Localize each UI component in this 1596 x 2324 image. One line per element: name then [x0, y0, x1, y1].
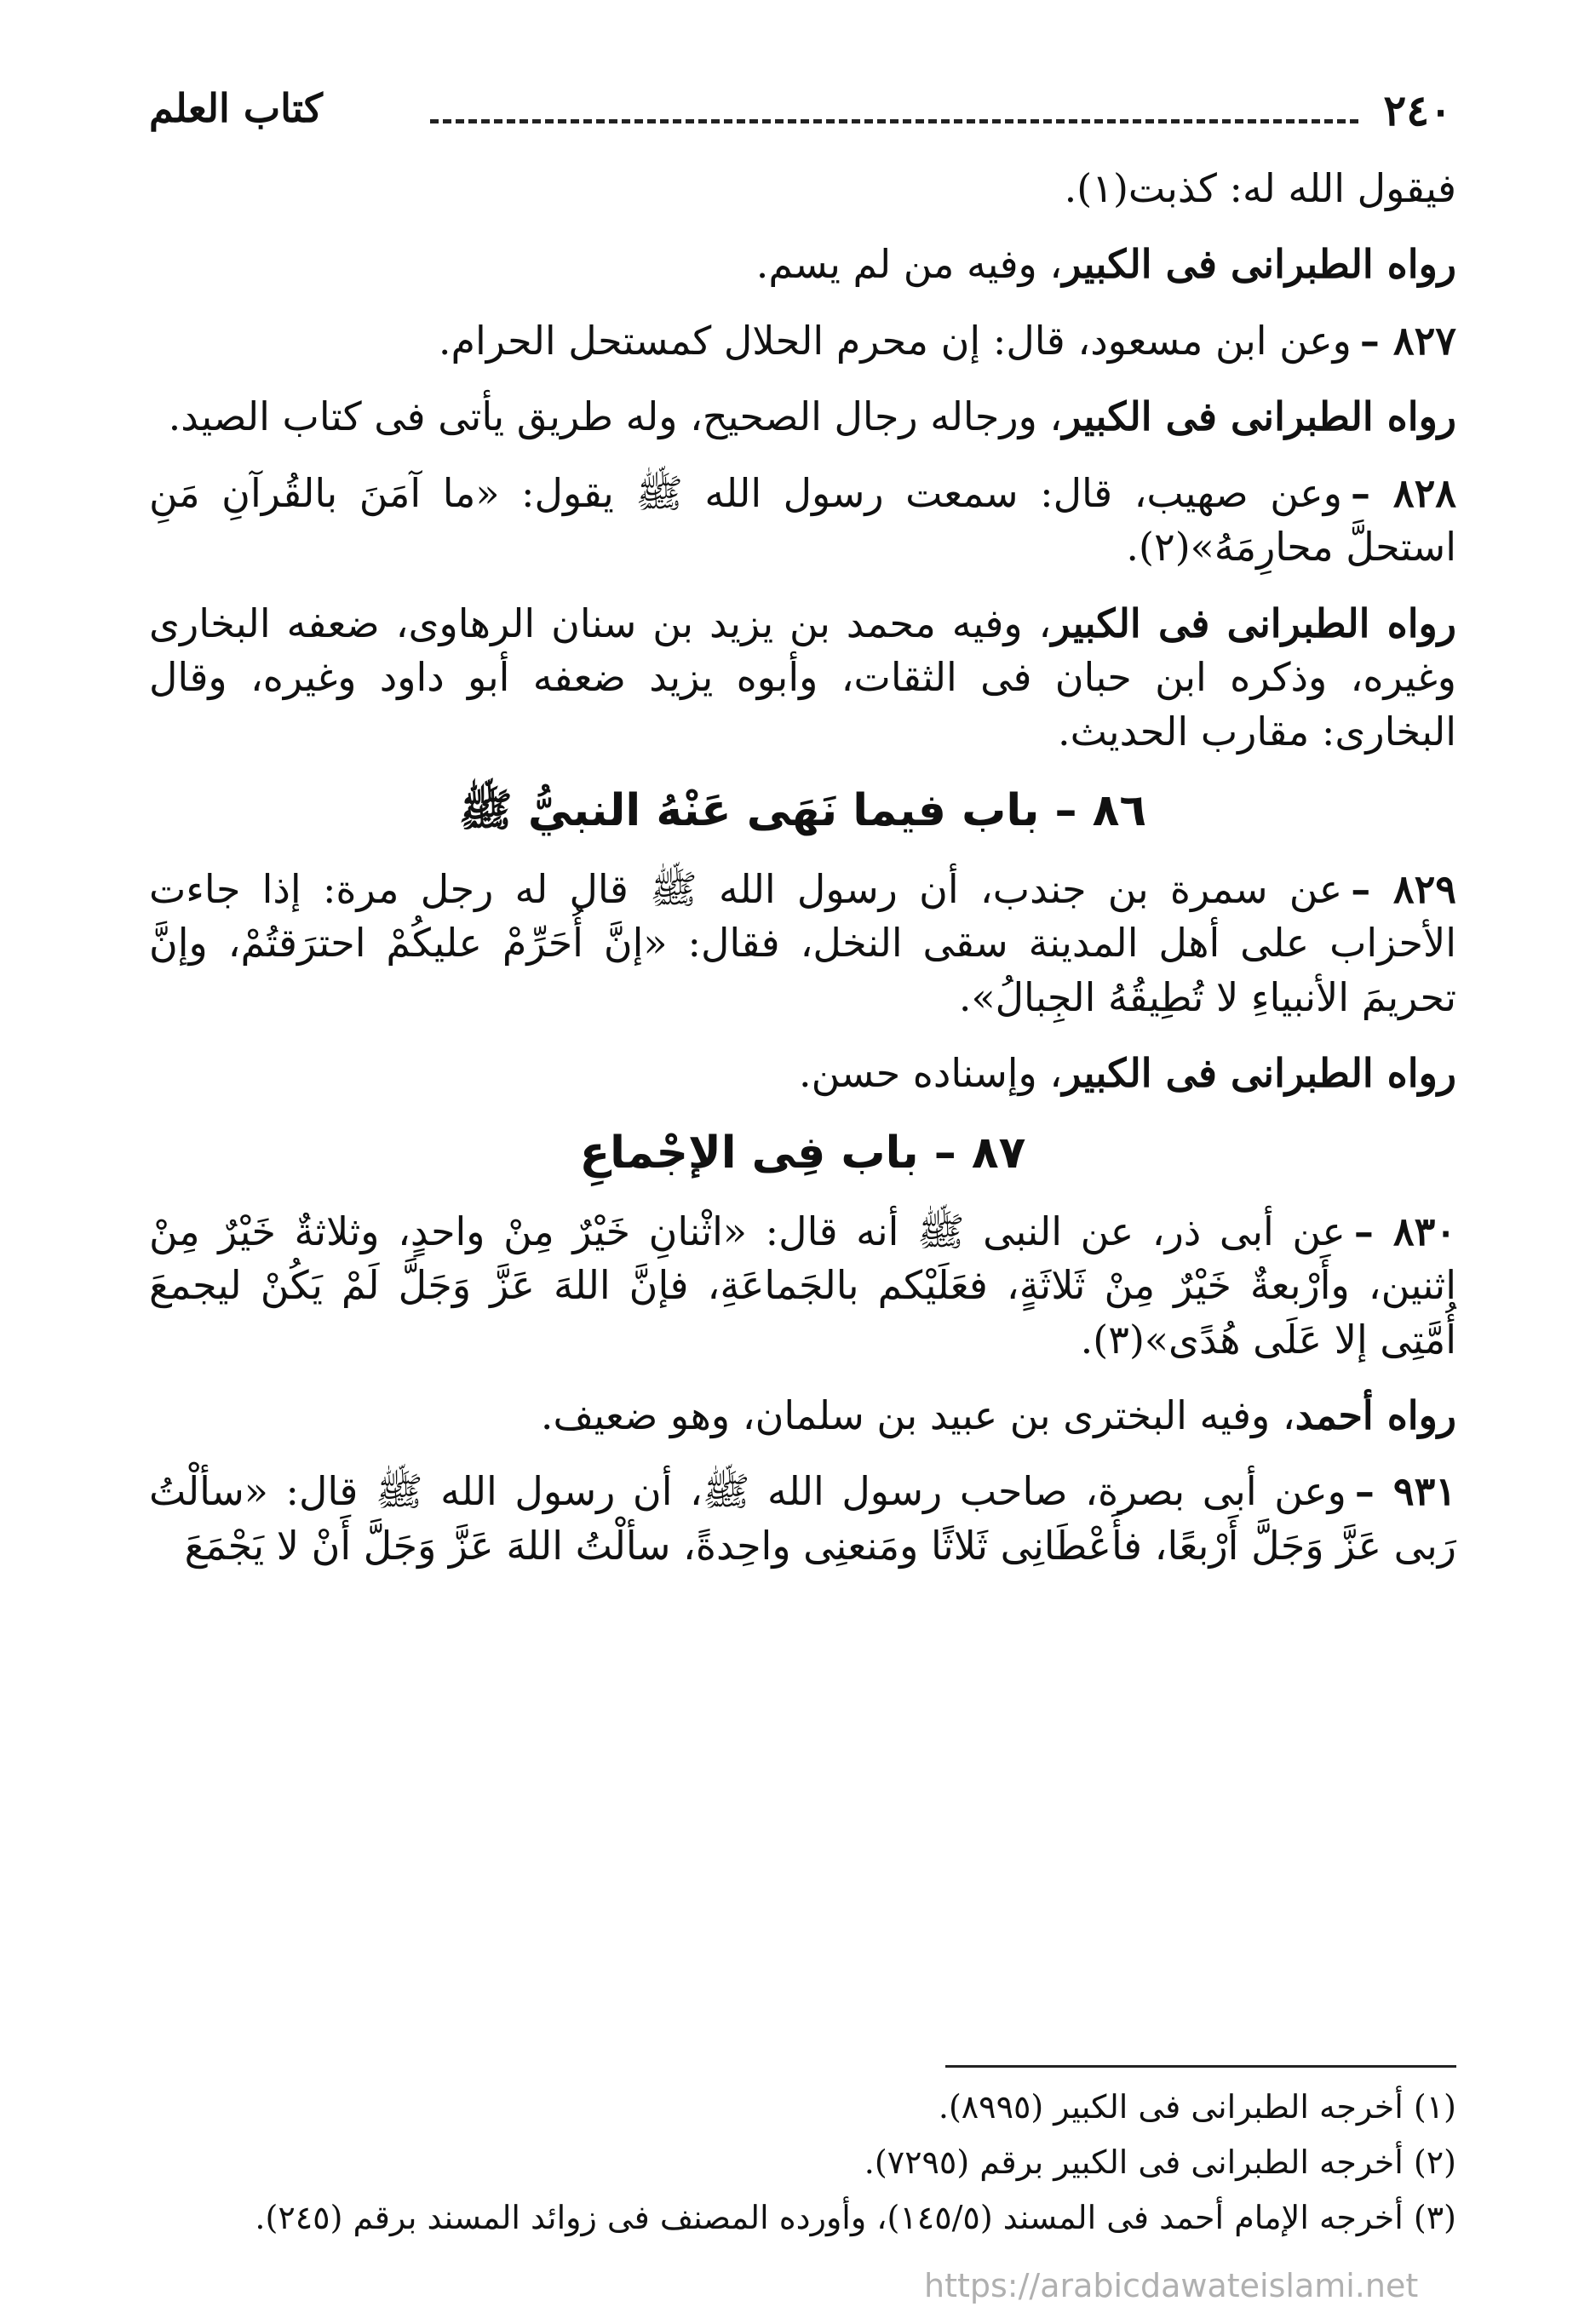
page-header [149, 85, 1452, 145]
hadith-number: ٨٣٠ – [1353, 1208, 1456, 1254]
paragraph: رواه الطبرانى فى الكبير، وفيه محمد بن يزيد بن سنان الرهاوى، ضعفه البخارى وغيره، وذكره ابن حبان فى الثقات، وأبوه يزيد ضعفه أبو داود وغيره، وقال البخارى: مقارب الحديث. [149, 600, 1456, 755]
page-body [149, 162, 1456, 1595]
footnotes [149, 2065, 1456, 2249]
hadith-paragraph: ٨٢٧ –وعن ابن مسعود، قال: إن محرم الحلال كمستحل الحرام. [438, 317, 1456, 364]
hadith-paragraph: ٨٣٠ –عن أبى ذر، عن النبى ﷺ أنه قال: «اثْنانِ خَيْرٌ مِنْ واحدٍ، وثلاثةٌ خَيْرٌ مِنْ اثنين، وأَرْبعةٌ خَيْرٌ مِنْ ثَلاثَةٍ، فعَلَيْكم بالجَماعَةِ، فإنَّ اللهَ عَزَّ وَجَلَّ لَمْ يَكُنْ ليجمعَ أُمَّتِى إلا عَلَى هُدًى»(٣). [149, 1208, 1456, 1363]
paragraph: رواه الطبرانى فى الكبير، وإسناده حسن. [799, 1050, 1456, 1097]
header-dashed-rule [430, 119, 1358, 123]
section-heading-87: ٨٧ – باب فِى الإجْماعِ [579, 1127, 1026, 1179]
footnote-rule [945, 2065, 1456, 2068]
paragraph: رواه أحمد، وفيه البخترى بن عبيد بن سلمان، وهو ضعيف. [540, 1392, 1456, 1438]
paragraph: رواه الطبرانى فى الكبير، ورجاله رجال الصحيح، وله طريق يأتى فى كتاب الصيد. [168, 393, 1456, 440]
page-number: ٢٤٠ [1383, 85, 1452, 135]
book-title: كتاب العلم [149, 85, 323, 131]
watermark: https://arabicdawateislami.net [924, 2267, 1419, 2304]
footnote: (٣) أخرجه الإمام أحمد فى المسند (١٤٥/٥)، وأورده المصنف فى زوائد المسند برقم (٢٤٥). [255, 2199, 1456, 2236]
hadith-paragraph: ٨٢٨ –وعن صهيب، قال: سمعت رسول الله ﷺ يقول: «ما آمَنَ بالقُرآنِ مَنِ استحلَّ محارِمَهُ»(٢). [149, 469, 1456, 571]
hadith-number: ٩٣١ – [1354, 1468, 1457, 1515]
paragraph: رواه الطبرانى فى الكبير، وفيه من لم يسم. [755, 241, 1456, 288]
section-heading-86: ٨٦ – باب فيما نَهَى عَنْهُ النبيُّ ﷺ [458, 785, 1147, 837]
footnote: (١) أخرجه الطبرانى فى الكبير (٨٩٩٥). [938, 2088, 1456, 2126]
hadith-paragraph: ٩٣١ –وعن أبى بصرة، صاحب رسول الله ﷺ، أن رسول الله ﷺ قال: «سألْتُ رَبى عَزَّ وَجَلَّ أَرْبعًا، فأَعْطَانِى ثَلاثًا ومَنعنِى واحِدةً، سألْتُ اللهَ عَزَّ وَجَلَّ أَنْ لا يَجْمَعَ [149, 1468, 1457, 1569]
hadith-number: ٨٢٩ – [1351, 865, 1456, 912]
hadith-number: ٨٢٨ – [1350, 469, 1456, 516]
hadith-paragraph: ٨٢٩ –عن سمرة بن جندب، أن رسول الله ﷺ قال له رجل مرة: إذا جاءت الأحزاب على أهل المدينة سقى النخل، فقال: «إنَّ أُحَرِّمْ عليكُمْ احترَقتُمْ، وإنَّ تحريمَ الأنبياءِ لا تُطِيقُهُ الجِبالُ». [149, 865, 1456, 1020]
paragraph: فيقول الله له: كذبت(١). [1064, 165, 1456, 211]
footnote: (٢) أخرجه الطبرانى فى الكبير برقم (٧٢٩٥). [864, 2143, 1456, 2181]
hadith-number: ٨٢٧ – [1359, 317, 1456, 364]
